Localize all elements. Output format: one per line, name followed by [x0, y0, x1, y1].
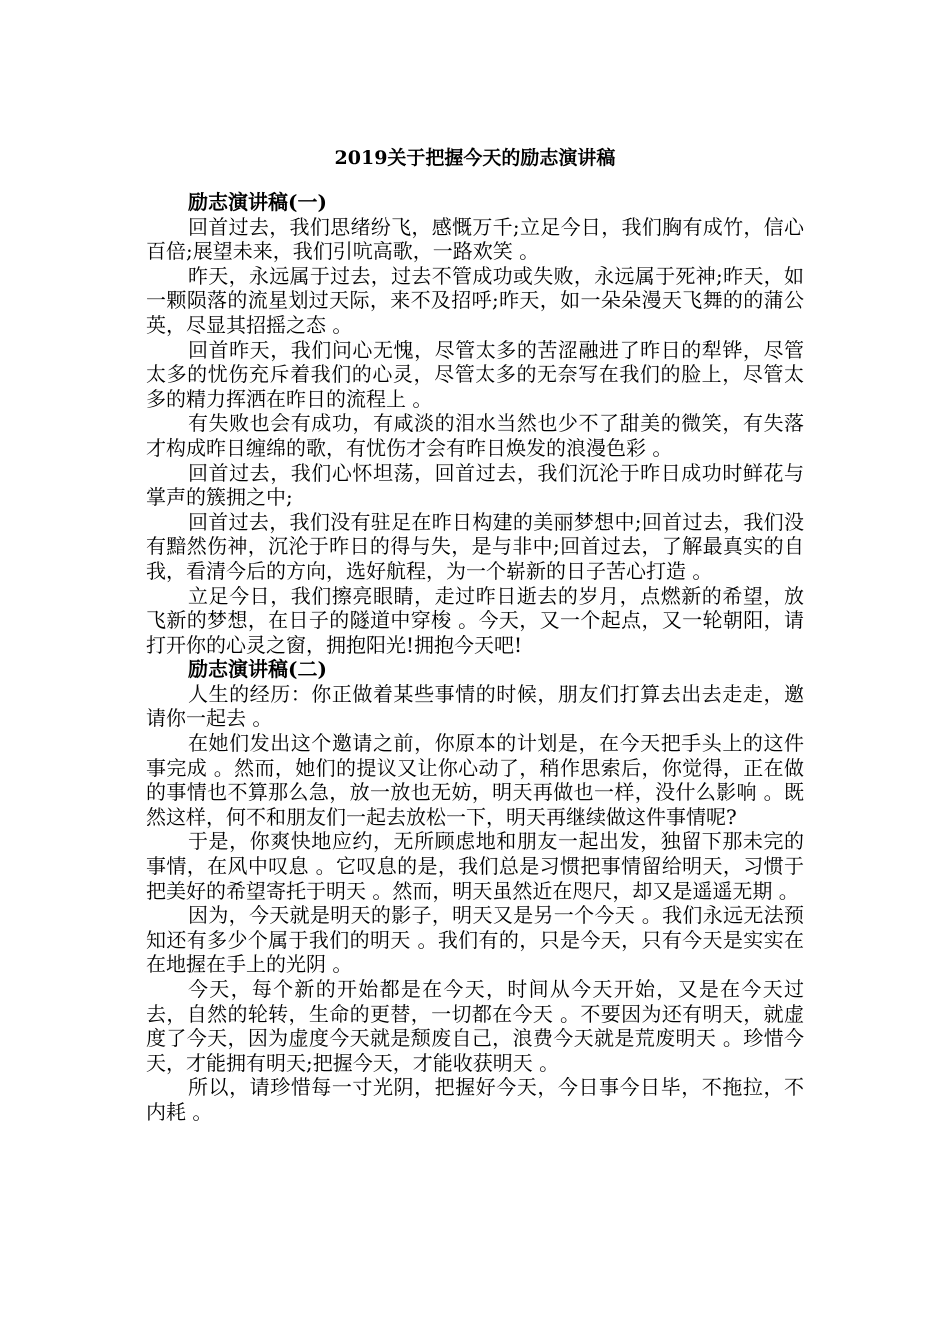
section-heading-1: 励志演讲稿(一) [188, 190, 327, 214]
document-body [146, 190, 804, 1125]
paragraph: 有失败也会有成功，有咸淡的泪水当然也少不了甜美的微笑，有失落才构成昨日缠绵的歌，有忧伤才会有昨日焕发的浪漫色彩 。 [146, 411, 804, 460]
paragraph: 昨天，永远属于过去，过去不管成功或失败，永远属于死神;昨天，如一颗陨落的流星划过天际，来不及招呼;昨天，如一朵朵漫天飞舞的的蒲公英，尽显其招摇之态 。 [146, 263, 804, 337]
paragraph: 立足今日，我们擦亮眼睛，走过昨日逝去的岁月，点燃新的希望，放飞新的梦想，在日子的隧道中穿梭 。今天，又一个起点，又一轮朝阳，请打开你的心灵之窗，拥抱阳光!拥抱今天吧! [146, 583, 804, 657]
paragraph: 所以，请珍惜每一寸光阴，把握好今天，今日事今日毕，不拖拉，不内耗 。 [146, 1075, 804, 1124]
page-title: 2019关于把握今天的励志演讲稿 [334, 147, 616, 169]
paragraph: 因为，今天就是明天的影子，明天又是另一个今天 。我们永远无法预知还有多少个属于我们的明天 。我们有的，只是今天，只有今天是实实在在地握在手上的光阴 。 [146, 903, 804, 977]
paragraph: 回首过去，我们心怀坦荡，回首过去，我们沉沦于昨日成功时鲜花与掌声的簇拥之中; [146, 460, 804, 510]
paragraph: 在她们发出这个邀请之前，你原本的计划是，在今天把手头上的这件事完成 。然而，她们的提议又让你心动了，稍作思索后，你觉得，正在做的事情也不算那么急，放一放也无妨，明天再做也一样，没什么影响 。既然这样，何不和朋友们一起去放松一下，明天再继续做这件事情呢? [146, 731, 804, 829]
paragraph: 回首昨天，我们问心无愧，尽管太多的苦涩融进了昨日的犁铧，尽管太多的忧伤充斥着我们的心灵，尽管太多的无奈写在我们的脸上，尽管太多的精力挥洒在昨日的流程上 。 [146, 337, 804, 411]
paragraph: 回首过去，我们没有驻足在昨日构建的美丽梦想中;回首过去，我们没有黯然伤神，沉沦于昨日的得与失，是与非中;回首过去，了解最真实的自我，看清今后的方向，选好航程，为一个崭新的日子苦心打造 。 [146, 509, 804, 583]
paragraph: 人生的经历：你正做着某些事情的时候，朋友们打算去出去走走，邀请你一起去 。 [146, 681, 804, 731]
paragraph: 今天，每个新的开始都是在今天，时间从今天开始，又是在今天过去，自然的轮转，生命的更替，一切都在今天 。不要因为还有明天，就虚度了今天，因为虚度今天就是颓废自己，浪费今天就是荒废明天 。珍惜今天，才能拥有明天;把握今天，才能收获明天 。 [146, 977, 804, 1075]
paragraph: 于是，你爽快地应约，无所顾虑地和朋友一起出发，独留下那未完的事情，在风中叹息 。它叹息的是，我们总是习惯把事情留给明天，习惯于把美好的希望寄托于明天 。然而，明天虽然近在咫尺，却又是遥遥无期 。 [146, 829, 804, 903]
section-heading-2: 励志演讲稿(二) [188, 657, 327, 682]
paragraph: 回首过去，我们思绪纷飞，感慨万千;立足今日，我们胸有成竹，信心百倍;展望未来，我们引吭高歌，一路欢笑 。 [146, 214, 804, 264]
